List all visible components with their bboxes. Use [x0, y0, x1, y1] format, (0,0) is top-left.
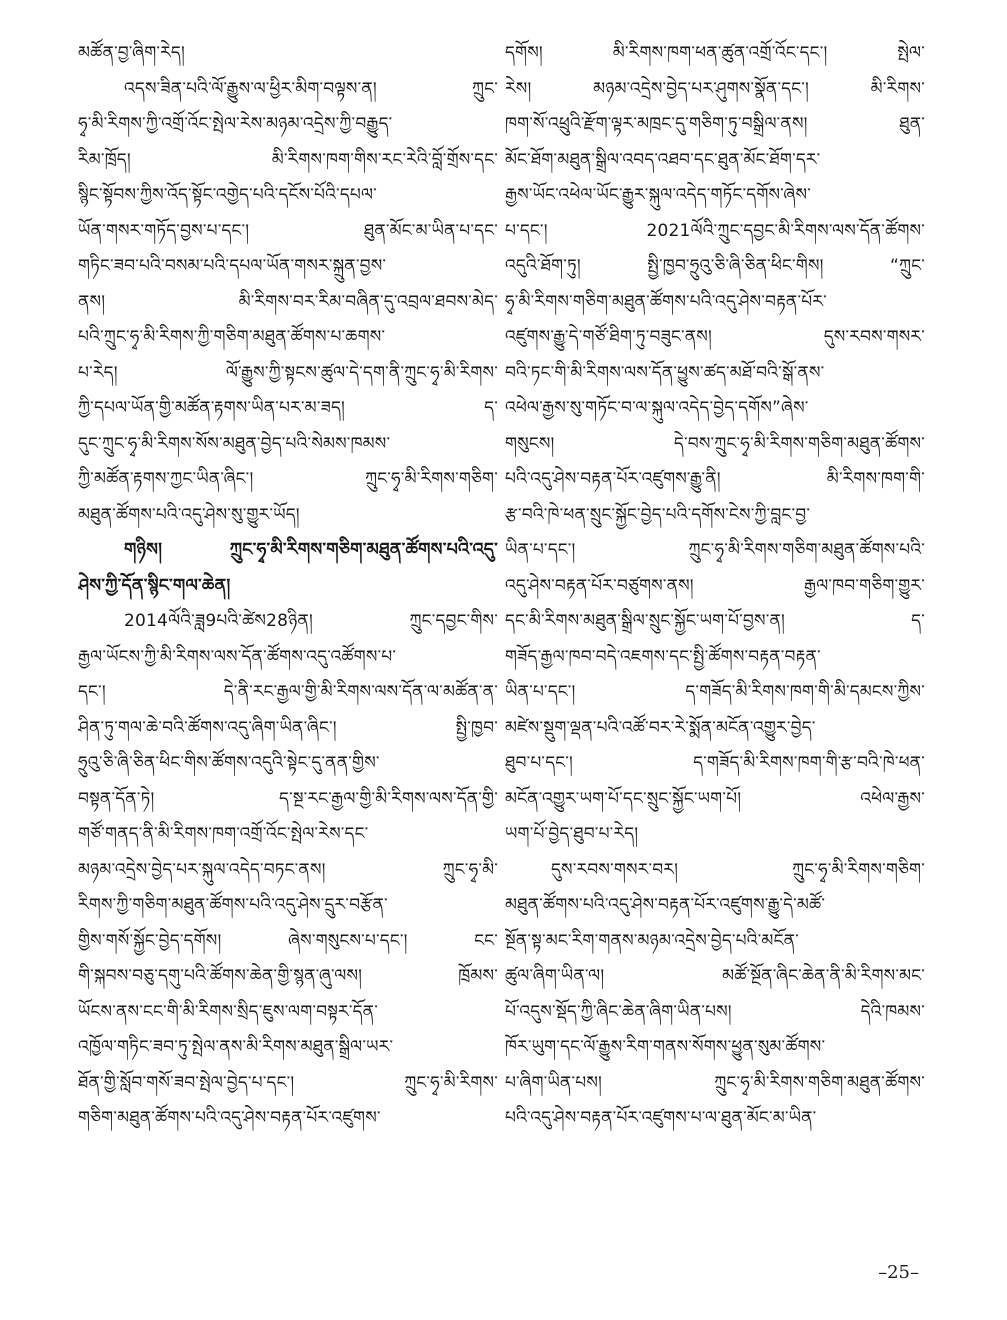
text-line: མཚོན་བྱ་ཞིག་རེད།: [78, 43, 185, 63]
text-line: མཐུན་ཚོགས་པའི་འདུ་ཤེས་སུ་གྱུར་ཡོད།: [78, 504, 300, 525]
right-text-column: [505, 36, 925, 1137]
text-line: པ་དང་། 2021ལོའི་ཀྲུང་དབྱང་མི་རིགས་ལས་དོན་ཚོགས་: [505, 220, 925, 241]
text-line: གཙོ་གནད་ནི་མི་རིགས་ཁག་འགྲོ་འོང་སྤེལ་རེས་དང་: [78, 824, 369, 844]
text-line: མོང་ཐོག་མཐུན་སྒྲིལ་འབད་འཐབ་དང་ཐུན་མོང་ཐོག་དར་: [505, 149, 821, 170]
text-line: ཀྱི་མཚོན་རྟགས་ཀྱང་ཡིན་ཞིང་། ཀྲུང་ཧྭ་མི་རིགས་གཅིག་: [78, 469, 498, 489]
text-line: འཕེལ་རྒྱས་སུ་གཏོང་བ་ལ་སྐུལ་འདེད་བྱེད་དགོས”ཞེས་: [505, 398, 809, 418]
text-line: དགོས། མི་རིགས་ཁག་ཕན་ཚུན་འགྲོ་འོང་དང་། སྤེལ་: [505, 43, 925, 63]
text-line: ཧྭ་མི་རིགས་གཅིག་མཐུན་ཚོགས་པའི་འདུ་ཤེས་བརྟན་པོར་: [505, 291, 827, 312]
text-line: འཛུགས་རྒྱུ་དེ་གཙོ་ཐིག་ཏུ་བཟུང་ནས། དུས་རབས་གསར་: [505, 327, 925, 347]
text-line: ནས། མི་རིགས་བར་རིམ་བཞིན་དུ་འབྲལ་ཐབས་མེད་: [78, 291, 498, 312]
text-line: གཟོད་རྒྱལ་ཁབ་བདེ་འཇགས་དང་སྤྱི་ཚོགས་བརྟན་བརྟན་: [505, 646, 821, 667]
text-line: དང་མི་རིགས་མཐུན་སྒྲིལ་སྲུང་སྐྱོང་ཡག་པོ་བྱས་ན། ད་: [505, 611, 925, 631]
text-line: གི་སྐབས་བཅུ་དགུ་པའི་ཚོགས་ཆེན་གྱི་སྙན་ཞུ་ལས། ཁྲོམས་: [78, 966, 498, 986]
text-line: པའི་འདུ་ཤེས་བརྟན་པོར་འཛུགས་པ་ལ་ཐུན་མོང་མ་ཡིན་: [505, 1108, 817, 1128]
text-line: ཡག་པོ་བྱེད་ཐུབ་པ་རེད།: [505, 824, 639, 844]
text-line: འཁྱོལ་གཏིང་ཟབ་ཏུ་སྤེལ་ནས་མི་རིགས་མཐུན་སྒྲིལ་ཡར་: [78, 1037, 394, 1057]
text-line: ཧྲུའུ་ཅི་ཞི་ཅིན་ཕིང་གིས་ཚོགས་འདུའི་སྟེང་དུ་ནན་གྱིས་: [78, 753, 380, 773]
text-line: མངོན་འགྱུར་ཡག་པོ་དང་སྲུང་སྐྱོང་ཡག་པོ། འཕེལ་རྒྱས་: [505, 788, 925, 809]
text-line: ཀྱི་དཔལ་ཡོན་གྱི་མཚོན་རྟགས་ཡིན་པར་མ་ཟད། ད་: [78, 398, 498, 418]
text-line: ཁག་སོ་འཕྲུའི་རྫོག་ལྟར་མཁྲང་དུ་གཅིག་ཏུ་བསྒྲིལ་ནས། ཐུན་: [505, 114, 925, 134]
text-line: ཚུལ་ཞིག་ཡིན་ལ། མཚོ་སྔོན་ཞིང་ཆེན་ནི་མི་རིགས་མང་: [505, 966, 925, 986]
text-line: བའི་ཏང་གི་མི་རིགས་ལས་དོན་ཕྱུས་ཚད་མཐོ་བའི་སྒོ་ནས་: [505, 362, 825, 383]
text-line: མཛེས་སྡུག་ལྡན་པའི་འཚོ་བར་རེ་སྨོན་མངོན་འགྱུར་བྱེད་: [505, 717, 816, 738]
text-line: རྒྱལ་ཡོངས་ཀྱི་མི་རིགས་ལས་དོན་ཚོགས་འདུ་འཚོགས་པ་: [78, 646, 397, 667]
text-line: པོ་འདུས་སྡོད་ཀྱི་ཞིང་ཆེན་ཞིག་ཡིན་པས། དེའི་ཁམས་: [505, 1001, 925, 1022]
text-line: ཐོན་གྱི་སློབ་གསོ་ཟབ་སྤེལ་བྱེད་པ་དང་། ཀྲུང་ཧྭ་མི་རིགས་: [78, 1072, 498, 1093]
text-line: དུང་ཀྲུང་ཧྭ་མི་རིགས་སོས་མཐུན་བྱེད་པའི་སེམས་ཁམས་: [78, 433, 391, 454]
text-line: མཉམ་འདྲེས་བྱེད་པར་སྐུལ་འདེད་བཏང་ནས། ཀྲུང་ཧྭ་མི་: [78, 859, 498, 880]
text-line: འདུ་ཤེས་བརྟན་པོར་བཙུགས་ནས། རྒྱལ་ཁབ་གཅིག་གྱུར་: [505, 575, 925, 596]
text-line: པའི་ཀྲུང་ཧྭ་མི་རིགས་ཀྱི་གཅིག་མཐུན་ཚོགས་པ་ཆགས་: [78, 327, 386, 347]
left-text-column: [78, 36, 498, 1137]
text-line: སྔོན་སྟ་མང་རིག་གནས་མཉམ་འདྲེས་བྱེད་པའི་མངོན་: [505, 930, 799, 951]
text-line: གཅིག་མཐུན་ཚོགས་པའི་འདུ་ཤེས་བརྟན་པོར་འཛུགས་: [78, 1108, 381, 1128]
text-line: རེས། མཉམ་འདྲེས་བྱེད་པར་ཤུགས་སྣོན་དང་། མི་རིགས་: [505, 78, 925, 99]
text-line: གཏིང་ཟབ་པའི་བསམ་པའི་དཔལ་ཡོན་གསར་སྐྲུན་བྱས་: [78, 256, 387, 276]
section-heading-line: གཉིས། ཀྲུང་ཧྭ་མི་རིགས་གཅིག་མཐུན་ཚོགས་པའི་འདུ་: [124, 540, 498, 560]
text-line: ཡོན་གསར་གཏོད་བྱས་པ་དང་། ཐུན་མོང་མ་ཡིན་པ་དང་: [78, 220, 498, 241]
text-line: འདུའི་ཐོག་ཏུ། སྤྱི་ཁྱབ་ཧྲུའུ་ཅི་ཞི་ཅིན་ཕིང་གིས། “ཀྲུང་: [505, 256, 925, 276]
section-heading-line: ཤེས་ཀྱི་དོན་སྙིང་གལ་ཆེན།: [78, 575, 231, 596]
text-line: རྒྱས་ཡོང་འཕེལ་ཡོང་རྒྱུར་སྐུལ་འདེད་གཏོང་དགོས་ཞེས་: [505, 185, 811, 205]
text-line: ཡིན་པ་དང་། ཀྲུང་ཧྭ་མི་རིགས་གཅིག་མཐུན་ཚོགས་པའི་: [505, 540, 925, 560]
text-line: པ་ཞིག་ཡིན་པས། ཀྲུང་ཧྭ་མི་རིགས་གཅིག་མཐུན་ཚོགས་: [505, 1072, 925, 1093]
text-line: གྱིས་གསོ་སྐྱོང་བྱེད་དགོས། ཞེས་གསུངས་པ་དང་། ངང་: [78, 930, 498, 951]
text-line: དང་། དེ་ནི་རང་རྒྱལ་གྱི་མི་རིགས་ལས་དོན་ལ་མཚོན་ན་: [78, 682, 498, 702]
text-line: ཧྭ་མི་རིགས་ཀྱི་འགྲོ་འོང་སྤེལ་རེས་མཉམ་འདྲེས་ཀྱི་བརྒྱུད་: [78, 114, 393, 134]
text-line: འདས་ཟིན་པའི་ལོ་རྒྱུས་ལ་ཕྱིར་མིག་བལྟས་ན། ཀྲུང་: [124, 78, 498, 99]
text-line: རིགས་ཀྱི་གཅིག་མཐུན་ཚོགས་པའི་འདུ་ཤེས་དྲུར་བརྩོན་: [78, 895, 388, 915]
text-line: ཡོངས་ནས་ངང་གི་མི་རིགས་སྲིད་ཇུས་ལག་བསྟར་དོན་: [78, 1001, 378, 1022]
text-line: དུས་རབས་གསར་བར། ཀྲུང་ཧྭ་མི་རིགས་གཅིག་: [551, 859, 925, 880]
text-line: ཤིན་ཏུ་གལ་ཆེ་བའི་ཚོགས་འདུ་ཞིག་ཡིན་ཞིང་། སྤྱི་ཁྱབ་: [78, 717, 498, 738]
text-line: ཐུབ་པ་དང་། ད་གཟོད་མི་རིགས་ཁག་གི་རྩ་བའི་ཁེ་ཕན་: [505, 753, 925, 773]
text-line: ཁོར་ཡུག་དང་ལོ་རྒྱུས་རིག་གནས་སོགས་ཕྱུན་སུམ་ཚོགས་: [505, 1037, 826, 1057]
text-line: ཡིན་པ་དང་། ད་གཟོད་མི་རིགས་ཁག་གི་མི་དམངས་ཀྱིས་: [505, 682, 925, 702]
text-line: བསྟན་དོན་ཏེ། ད་སྔ་རང་རྒྱལ་གྱི་མི་རིགས་ལས་དོན་གྱི་: [78, 788, 498, 809]
text-line: གསུངས། དེ་བས་ཀྲུང་ཧྭ་མི་རིགས་གཅིག་མཐུན་ཚོགས་: [505, 433, 925, 454]
text-line: 2014ལོའི་ཟླ9པའི་ཚེས28ཉིན། ཀྲུང་དབྱང་གིས་: [124, 611, 498, 631]
text-line: པའི་འདུ་ཤེས་བརྟན་པོར་འཛུགས་རྒྱུ་ནི། མི་རིགས་ཁག་གི་: [505, 469, 925, 489]
text-line: རིམ་ཁྲོད། མི་རིགས་ཁག་གིས་རང་རེའི་བློ་གྲོས་དང་: [78, 149, 498, 170]
text-line: མཐུན་ཚོགས་པའི་འདུ་ཤེས་བརྟན་པོར་འཛུགས་རྒྱུ་དེ་མཚོ་: [505, 895, 826, 915]
page-number: –25–: [878, 1262, 919, 1283]
text-line: སྙིང་སྟོབས་ཀྱིས་འོད་སྟོང་འགྱེད་པའི་དངོས་པོའི་དཔལ་: [78, 185, 377, 205]
text-line: རྩ་བའི་ཁེ་ཕན་སྲུང་སྐྱོང་བྱེད་པའི་དགོས་ངེས་ཀྱི་བླང་བྱ་: [505, 504, 811, 525]
text-line: པ་རེད། ལོ་རྒྱུས་ཀྱི་སྟངས་ཚུལ་དེ་དག་ནི་ཀྲུང་ཧྭ་མི་རིགས་: [78, 362, 498, 383]
